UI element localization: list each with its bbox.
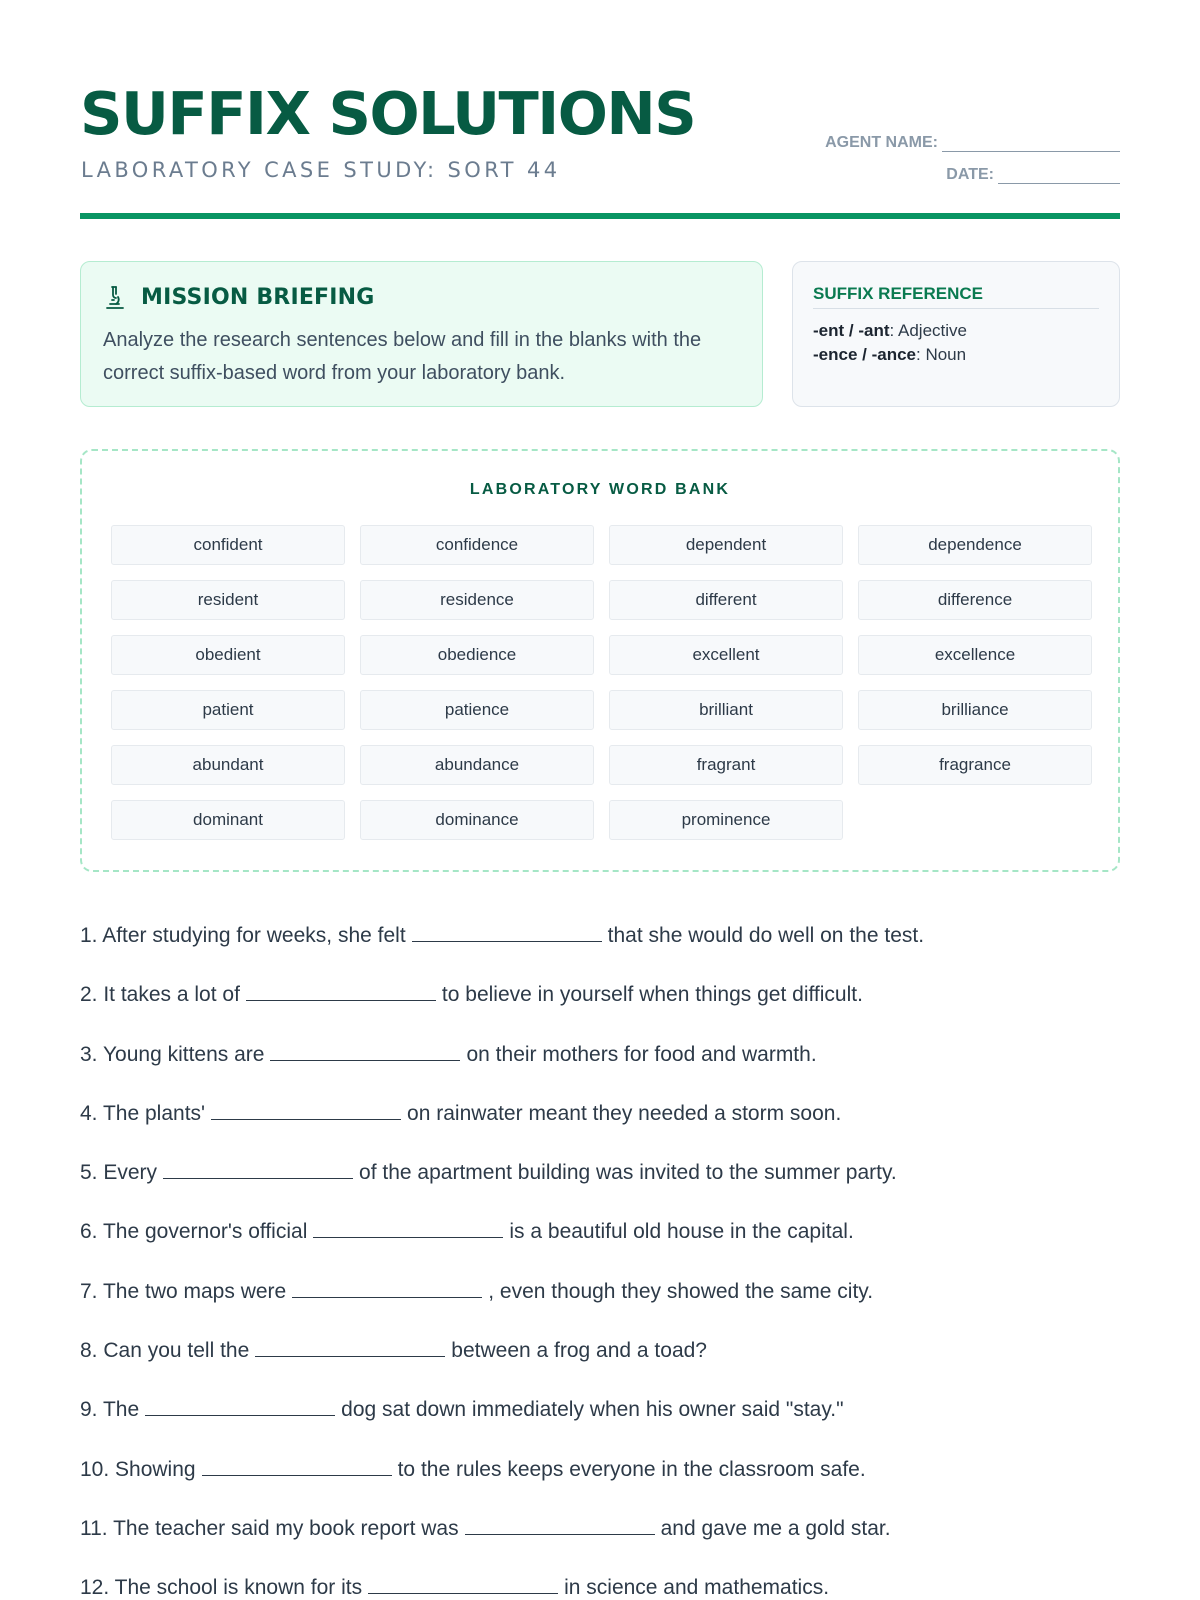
word-bank-chip: obedience	[360, 635, 594, 675]
word-bank-chip: dependent	[609, 525, 843, 565]
microscope-icon	[103, 284, 127, 310]
sentence-text-after: , even though they showed the same city.	[488, 1279, 874, 1303]
sentence-text-after: on their mothers for food and warmth.	[466, 1042, 817, 1066]
briefing-title: MISSION BRIEFING	[141, 284, 375, 310]
sentence-item	[80, 1337, 1120, 1396]
word-bank-chip: dominant	[111, 800, 345, 840]
answer-blank[interactable]	[255, 1337, 445, 1357]
header-divider	[80, 213, 1120, 219]
word-bank-chip: resident	[111, 580, 345, 620]
word-bank-chip: prominence	[609, 800, 843, 840]
word-bank-title: LABORATORY WORD BANK	[469, 481, 731, 498]
answer-blank[interactable]	[270, 1041, 460, 1061]
answer-blank[interactable]	[163, 1159, 353, 1179]
sentence-item	[80, 1100, 1120, 1159]
agent-fields	[800, 130, 1120, 194]
answer-blank[interactable]	[412, 922, 602, 942]
sentence-text-before: 10. Showing	[80, 1457, 196, 1481]
reference-title: SUFFIX REFERENCE	[813, 284, 1099, 309]
sentence-item	[80, 981, 1120, 1040]
word-bank-chip: brilliance	[858, 690, 1092, 730]
sentence-item	[80, 1278, 1120, 1337]
reference-meaning: Adjective	[898, 321, 967, 340]
agent-name-line[interactable]	[942, 136, 1120, 152]
sentence-text-before: 6. The governor's official	[80, 1220, 308, 1244]
agent-name-label: AGENT NAME:	[825, 134, 938, 151]
sentence-text-before: 5. Every	[80, 1161, 158, 1185]
page-title: SUFFIX SOLUTIONS	[80, 79, 696, 148]
sentence-text-before: 12. The school is known for its	[80, 1576, 363, 1600]
answer-blank[interactable]	[202, 1456, 392, 1476]
word-bank-chip: difference	[858, 580, 1092, 620]
sentence-text-after: on rainwater meant they needed a storm soon.	[407, 1101, 842, 1125]
sentence-text-before: 11. The teacher said my book report was	[80, 1516, 459, 1540]
answer-blank[interactable]	[368, 1574, 558, 1594]
sentence-text-after: in science and mathematics.	[564, 1576, 830, 1600]
sentence-text-before: 4. The plants'	[80, 1101, 206, 1125]
sentence-text-after: dog sat down immediately when his owner said "stay."	[341, 1398, 844, 1422]
sentence-text-before: 3. Young kittens are	[80, 1042, 265, 1066]
sentence-text-after: to believe in yourself when things get difficult.	[441, 983, 863, 1007]
reference-item: -ent / -ant: Adjective	[813, 321, 967, 340]
reference-meaning: Noun	[925, 345, 967, 364]
answer-blank[interactable]	[145, 1396, 335, 1416]
answer-blank[interactable]	[211, 1100, 401, 1120]
sentence-item	[80, 1574, 1120, 1600]
word-bank-chip: dominance	[360, 800, 594, 840]
sentence-text-before: 2. It takes a lot of	[80, 983, 240, 1007]
sentence-text-before: 9. The	[80, 1398, 140, 1422]
sentence-text-after: between a frog and a toad?	[451, 1339, 707, 1363]
briefing-header	[103, 284, 375, 310]
word-bank-chip: confident	[111, 525, 345, 565]
sentence-item	[80, 1396, 1120, 1455]
sentence-text-before: 7. The two maps were	[80, 1279, 287, 1303]
sentence-item	[80, 1159, 1120, 1218]
word-bank-chip: obedient	[111, 635, 345, 675]
word-bank-chip: excellent	[609, 635, 843, 675]
reference-suffix: -ent / -ant	[813, 321, 890, 340]
agent-name-field[interactable]	[800, 130, 1120, 152]
date-line[interactable]	[998, 168, 1120, 184]
word-bank-chip: abundant	[111, 745, 345, 785]
answer-blank[interactable]	[292, 1278, 482, 1298]
word-bank-chip: different	[609, 580, 843, 620]
sentence-text-after: that she would do well on the test.	[607, 924, 925, 947]
word-bank	[80, 449, 1120, 872]
sentence-item	[80, 1456, 1120, 1515]
answer-blank[interactable]	[313, 1218, 503, 1238]
reference-list	[813, 319, 967, 367]
answer-blank[interactable]	[465, 1515, 655, 1535]
sentence-item	[80, 1218, 1120, 1277]
page-subtitle: LABORATORY CASE STUDY: SORT 44	[81, 158, 561, 182]
briefing-text: Analyze the research sentences below and fill in the blanks with the correct suffix-based word from your laboratory bank.	[103, 329, 702, 384]
word-bank-chip: excellence	[858, 635, 1092, 675]
date-label: DATE:	[946, 166, 994, 183]
sentence-text-after: is a beautiful old house in the capital.	[509, 1220, 854, 1244]
answer-blank[interactable]	[246, 981, 436, 1001]
sentence-text-before: 8. Can you tell the	[80, 1339, 250, 1363]
word-bank-chip: fragrant	[609, 745, 843, 785]
sentence-text-after: to the rules keeps everyone in the classroom safe.	[397, 1457, 866, 1481]
sentence-item	[80, 1515, 1120, 1574]
sentence-item	[80, 1041, 1120, 1100]
reference-suffix: -ence / -ance	[813, 345, 916, 364]
reference-item: -ence / -ance: Noun	[813, 345, 967, 364]
word-bank-chip: patience	[360, 690, 594, 730]
sentence-text-after: and gave me a gold star.	[660, 1516, 891, 1540]
sentence-item	[80, 922, 1120, 981]
word-bank-chip: abundance	[360, 745, 594, 785]
mission-briefing	[80, 261, 763, 407]
sentence-list	[80, 922, 1120, 1600]
word-bank-chip: confidence	[360, 525, 594, 565]
sentence-text-before: 1. After studying for weeks, she felt	[80, 924, 406, 947]
word-bank-chip: brilliant	[609, 690, 843, 730]
word-bank-chip: fragrance	[858, 745, 1092, 785]
word-bank-chip: patient	[111, 690, 345, 730]
word-bank-chip: dependence	[858, 525, 1092, 565]
sentence-text-after: of the apartment building was invited to the summer party.	[359, 1161, 897, 1185]
suffix-reference	[792, 261, 1120, 407]
date-field[interactable]	[800, 162, 1120, 184]
word-bank-chip: residence	[360, 580, 594, 620]
